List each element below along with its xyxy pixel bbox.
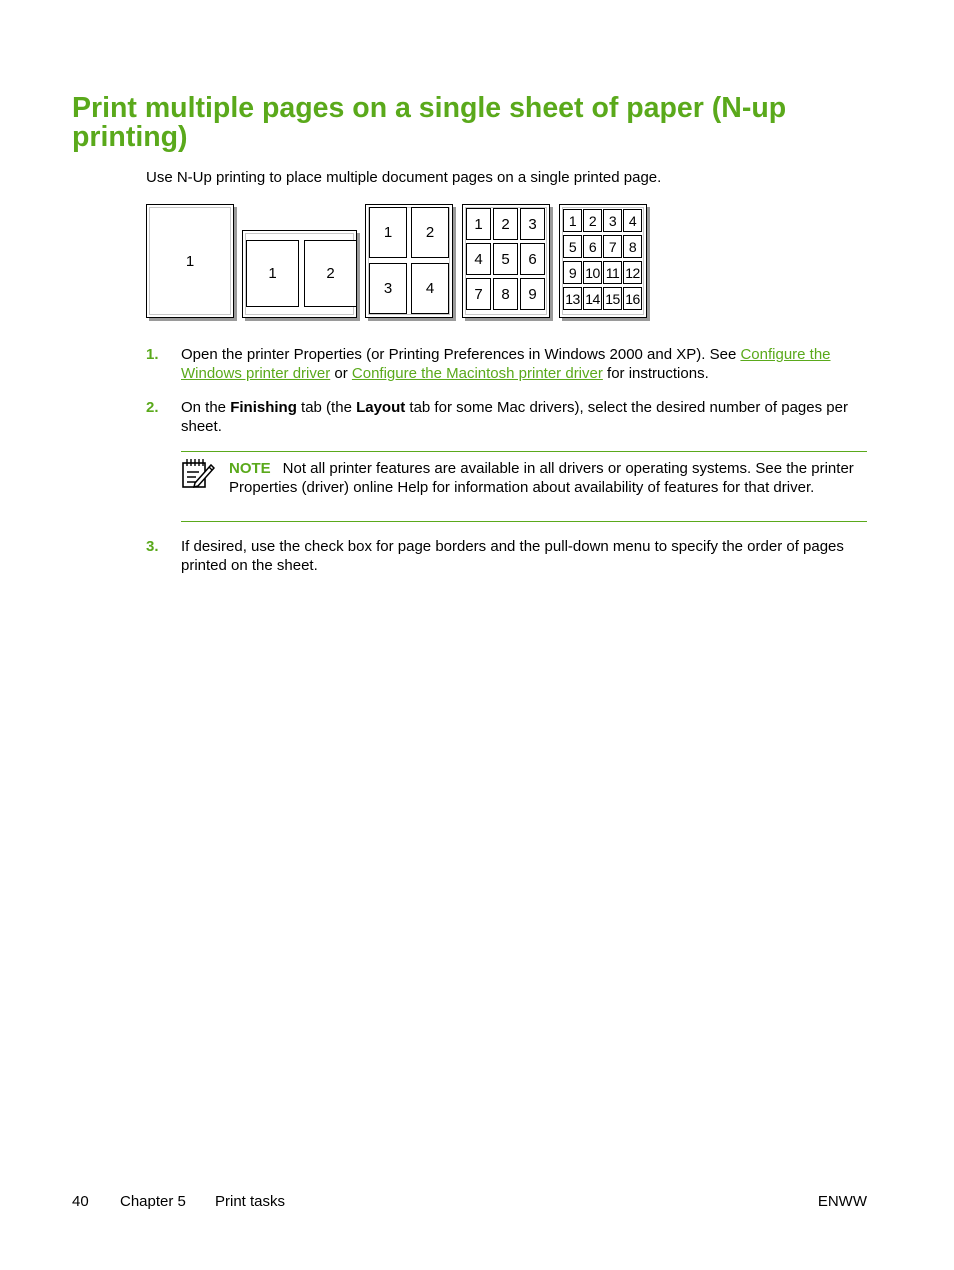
page-cell: 3	[369, 263, 407, 314]
page-cell: 4	[411, 263, 449, 314]
page-cell: 8	[623, 235, 642, 258]
footer-section: Print tasks	[215, 1193, 286, 1210]
step-text: or	[330, 365, 352, 382]
page-cell: 4	[466, 243, 491, 275]
page-cell: 4	[623, 209, 642, 232]
note-label: NOTE	[229, 460, 271, 477]
note-text	[229, 459, 867, 497]
page-cell: 5	[493, 243, 518, 275]
page-cell: 1	[563, 209, 582, 232]
step-number: 1.	[146, 346, 159, 363]
finishing-tab-label: Finishing	[230, 399, 297, 416]
step-3	[146, 537, 868, 575]
page-cell: 5	[563, 235, 582, 258]
page-cell: 1	[369, 207, 407, 258]
page-cell: 11	[603, 261, 622, 284]
page-cell: 13	[563, 287, 582, 310]
step-text: If desired, use the check box for page borders and the pull-down menu to specify the order of pages printed on the sheet.	[181, 538, 844, 574]
page-cell: 1	[466, 208, 491, 240]
page-cell: 3	[603, 209, 622, 232]
page-cell: 9	[563, 261, 582, 284]
page-title: Print multiple pages on a single sheet of paper (N-up printing)	[72, 92, 787, 153]
page-cell: 15	[603, 287, 622, 310]
page-cell: 12	[623, 261, 642, 284]
page-cell: 2	[493, 208, 518, 240]
step-number: 2.	[146, 399, 159, 416]
step-2	[146, 398, 868, 436]
page-cell: 9	[520, 278, 545, 310]
note-body: Not all printer features are available in all drivers or operating systems. See the printer Properties (driver) online Help for information about availability of features for that driver.	[229, 460, 854, 496]
footer-code: ENWW	[817, 1193, 867, 1210]
step-1	[146, 345, 868, 383]
note-pad-icon	[181, 457, 215, 489]
step-text: On the	[181, 399, 231, 416]
page-cell: 2	[583, 209, 602, 232]
configure-macintosh-driver-link[interactable]: Configure the Macintosh printer driver	[351, 365, 603, 382]
configure-windows-driver-link[interactable]: Configure the Windows printer driver	[181, 346, 831, 382]
page-cell: 3	[520, 208, 545, 240]
page-cell: 14	[583, 287, 602, 310]
note-box	[181, 451, 867, 522]
sheet-1-up	[146, 204, 234, 318]
step-text: tab for some Mac drivers), select the desired number of pages per sheet.	[181, 399, 848, 435]
footer-chapter: Chapter 5	[120, 1193, 186, 1210]
page-cell: 2	[304, 240, 357, 307]
footer-page-number: 40	[72, 1193, 89, 1210]
step-text: tab (the	[296, 399, 357, 416]
step-text: for instructions.	[602, 365, 709, 382]
layout-tab-label: Layout	[356, 399, 406, 416]
page-cell: 8	[493, 278, 518, 310]
page-cell: 16	[623, 287, 642, 310]
page-number: 1	[185, 253, 195, 270]
page-cell: 6	[520, 243, 545, 275]
intro-paragraph: Use N-Up printing to place multiple document pages on a single printed page.	[146, 169, 662, 186]
page-cell: 6	[583, 235, 602, 258]
page-cell: 1	[246, 240, 299, 307]
page-cell: 7	[466, 278, 491, 310]
page-cell: 10	[583, 261, 602, 284]
step-text: Open the printer Properties (or Printing Preferences in Windows 2000 and XP). See	[181, 346, 741, 363]
step-number: 3.	[146, 538, 159, 555]
page-cell: 2	[411, 207, 449, 258]
page-cell: 7	[603, 235, 622, 258]
